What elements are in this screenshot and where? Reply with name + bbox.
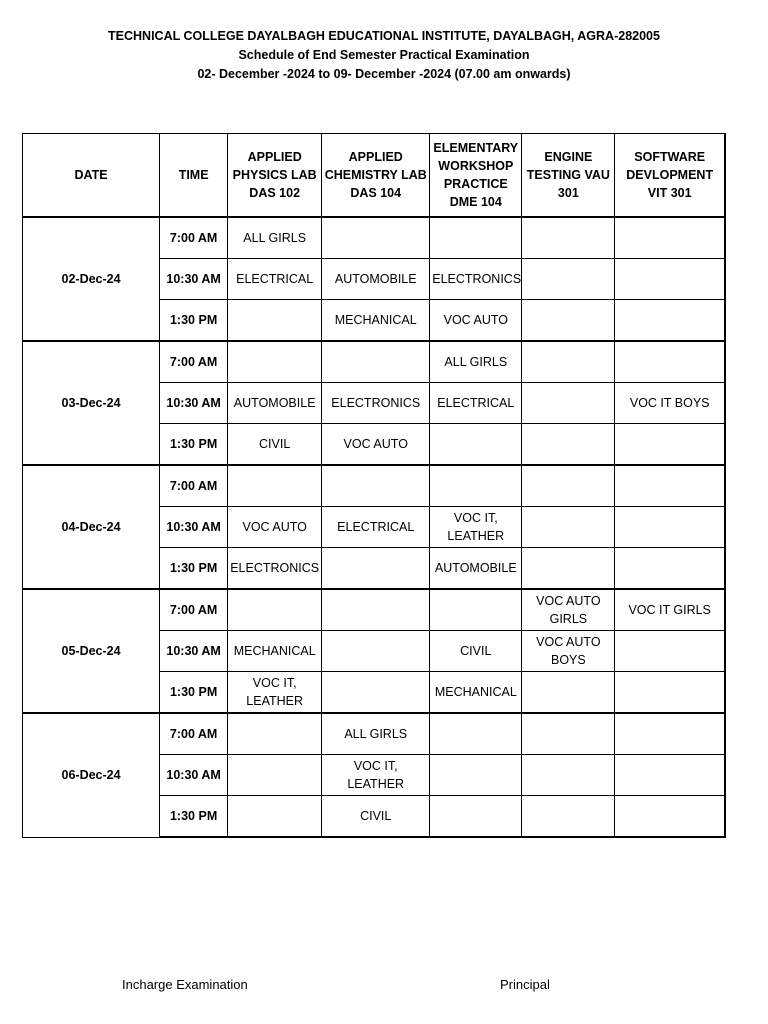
schedule-cell <box>522 796 615 838</box>
schedule-cell <box>615 548 725 590</box>
schedule-cell <box>322 631 430 672</box>
table-row <box>23 589 726 631</box>
schedule-cell <box>522 217 615 259</box>
schedule-cell <box>615 713 725 755</box>
schedule-cell <box>430 424 522 466</box>
schedule-cell <box>615 341 725 383</box>
schedule-cell: ALL GIRLS <box>228 217 322 259</box>
schedule-title: Schedule of End Semester Practical Examination <box>238 48 530 62</box>
schedule-cell: VOC IT, LEATHER <box>228 672 322 714</box>
column-header-date: DATE <box>23 134 160 218</box>
schedule-cell <box>522 755 615 796</box>
schedule-cell <box>430 589 522 631</box>
incharge-signature-label: Incharge Examination <box>122 977 248 992</box>
schedule-cell <box>522 424 615 466</box>
schedule-cell <box>228 589 322 631</box>
column-header-physics-lab: APPLIED PHYSICS LAB DAS 102 <box>228 134 322 218</box>
date-cell: 05-Dec-24 <box>23 589 160 713</box>
table-row <box>23 217 726 259</box>
schedule-cell: ALL GIRLS <box>430 341 522 383</box>
schedule-cell: ELECTRICAL <box>322 507 430 548</box>
time-cell: 1:30 PM <box>160 672 228 714</box>
table-row <box>23 341 726 383</box>
time-cell: 1:30 PM <box>160 424 228 466</box>
schedule-cell <box>522 383 615 424</box>
schedule-cell: MECHANICAL <box>228 631 322 672</box>
schedule-cell <box>615 300 725 342</box>
column-header-software-development: SOFTWARE DEVLOPMENT VIT 301 <box>615 134 725 218</box>
schedule-cell <box>615 672 725 714</box>
table-row <box>23 465 726 507</box>
schedule-cell <box>430 217 522 259</box>
time-cell: 10:30 AM <box>160 755 228 796</box>
column-header-chemistry-lab: APPLIED CHEMISTRY LAB DAS 104 <box>322 134 430 218</box>
date-cell: 04-Dec-24 <box>23 465 160 589</box>
schedule-cell: VOC IT, LEATHER <box>322 755 430 796</box>
schedule-cell <box>322 217 430 259</box>
schedule-cell: VOC AUTO GIRLS <box>522 589 615 631</box>
schedule-cell <box>322 548 430 590</box>
schedule-cell <box>322 465 430 507</box>
schedule-cell: ELECTRICAL <box>430 383 522 424</box>
schedule-cell <box>522 713 615 755</box>
schedule-cell <box>615 631 725 672</box>
schedule-cell: VOC IT GIRLS <box>615 589 725 631</box>
schedule-cell <box>228 713 322 755</box>
column-header-workshop-practice: ELEMENTARY WORKSHOP PRACTICE DME 104 <box>430 134 522 218</box>
schedule-cell <box>522 341 615 383</box>
schedule-cell: VOC IT, LEATHER <box>430 507 522 548</box>
time-cell: 1:30 PM <box>160 796 228 838</box>
schedule-cell <box>615 507 725 548</box>
time-cell: 7:00 AM <box>160 713 228 755</box>
date-cell: 03-Dec-24 <box>23 341 160 465</box>
column-header-engine-testing: ENGINE TESTING VAU 301 <box>522 134 615 218</box>
schedule-cell <box>322 341 430 383</box>
schedule-cell: VOC AUTO <box>430 300 522 342</box>
schedule-cell <box>228 300 322 342</box>
schedule-cell: ELECTRONICS <box>322 383 430 424</box>
schedule-cell: VOC IT BOYS <box>615 383 725 424</box>
institute-title: TECHNICAL COLLEGE DAYALBAGH EDUCATIONAL INSTITUTE, DAYALBAGH, AGRA-282005 <box>108 29 660 43</box>
table-row <box>23 713 726 755</box>
date-cell: 06-Dec-24 <box>23 713 160 837</box>
exam-schedule-table <box>22 133 726 838</box>
schedule-cell <box>615 424 725 466</box>
time-cell: 7:00 AM <box>160 217 228 259</box>
schedule-cell: VOC AUTO BOYS <box>522 631 615 672</box>
header-row <box>23 134 726 218</box>
schedule-cell <box>522 507 615 548</box>
schedule-cell <box>522 672 615 714</box>
date-cell: 02-Dec-24 <box>23 217 160 341</box>
schedule-cell: ELECTRONICS <box>430 259 522 300</box>
time-cell: 10:30 AM <box>160 383 228 424</box>
schedule-cell: VOC AUTO <box>322 424 430 466</box>
schedule-cell <box>430 713 522 755</box>
schedule-cell <box>615 465 725 507</box>
schedule-cell: MECHANICAL <box>430 672 522 714</box>
time-cell: 10:30 AM <box>160 507 228 548</box>
schedule-cell <box>228 465 322 507</box>
schedule-date-range: 02- December -2024 to 09- December -2024 (07.00 am onwards) <box>197 67 571 81</box>
schedule-cell <box>228 796 322 838</box>
schedule-cell <box>522 300 615 342</box>
schedule-cell <box>322 589 430 631</box>
time-cell: 10:30 AM <box>160 259 228 300</box>
schedule-cell <box>430 755 522 796</box>
schedule-cell <box>228 341 322 383</box>
schedule-cell <box>522 259 615 300</box>
schedule-cell: ELECTRICAL <box>228 259 322 300</box>
schedule-cell: ALL GIRLS <box>322 713 430 755</box>
schedule-cell <box>615 217 725 259</box>
schedule-cell <box>322 672 430 714</box>
time-cell: 1:30 PM <box>160 300 228 342</box>
schedule-cell <box>228 755 322 796</box>
schedule-cell <box>615 796 725 838</box>
time-cell: 7:00 AM <box>160 341 228 383</box>
schedule-cell <box>615 259 725 300</box>
time-cell: 7:00 AM <box>160 465 228 507</box>
schedule-cell: MECHANICAL <box>322 300 430 342</box>
schedule-cell: AUTOMOBILE <box>322 259 430 300</box>
time-cell: 10:30 AM <box>160 631 228 672</box>
schedule-cell <box>522 465 615 507</box>
schedule-cell <box>430 796 522 838</box>
schedule-body <box>23 217 726 837</box>
time-cell: 1:30 PM <box>160 548 228 590</box>
schedule-cell: CIVIL <box>322 796 430 838</box>
schedule-cell: AUTOMOBILE <box>430 548 522 590</box>
document-header <box>0 27 768 84</box>
schedule-cell: AUTOMOBILE <box>228 383 322 424</box>
schedule-cell: CIVIL <box>430 631 522 672</box>
schedule-cell <box>430 465 522 507</box>
schedule-cell: ELECTRONICS <box>228 548 322 590</box>
schedule-cell: VOC AUTO <box>228 507 322 548</box>
principal-signature-label: Principal <box>500 977 550 992</box>
schedule-cell: CIVIL <box>228 424 322 466</box>
time-cell: 7:00 AM <box>160 589 228 631</box>
schedule-cell <box>522 548 615 590</box>
column-header-time: TIME <box>160 134 228 218</box>
schedule-cell <box>615 755 725 796</box>
